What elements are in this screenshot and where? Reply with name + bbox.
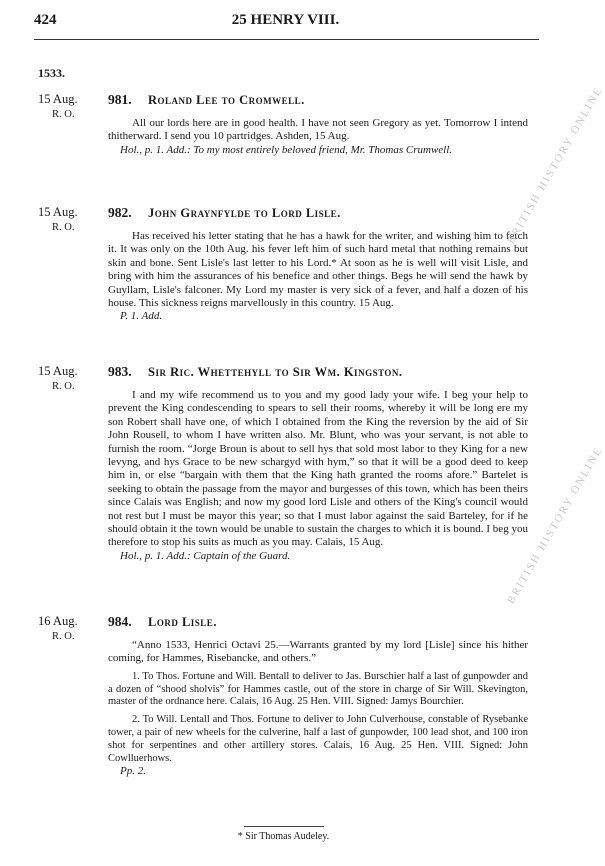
entry-meta: P. 1. Add. <box>120 310 163 323</box>
warrant-item-1: 1. To Thos. Fortune and Will. Bentall to deliver to Jas. Burschier half a last of gunpowder and a dozen of “shood sholvis” for Hammes castle, out of the store in charge of Sir Will. Skevington, master of the ordnance here. Calais, 16 Aug. 25 Hen. VIII. Signed: Jamys Bourchier. <box>108 670 528 708</box>
warrant-item-2: 2. To Will. Lentall and Thos. Fortune to deliver to John Culverhouse, constable of Rysebanke tower, a pair of new wheels for the culverine, half a last of gunpowder, 100 lead shot, and 100 iron shot for serpentines and other artillery stores. Calais, 16 Aug. 25 Hen. VIII. Signed: John Cowlluerhows. <box>108 714 528 764</box>
entry-body <box>108 230 528 324</box>
entry-paragraph: “Anno 1533, Henrici Octavi 25.—Warrants granted by my lord [Lisle] since his hither coming, for Hammes, Risebancke, and others.” <box>108 639 528 665</box>
entry-source: R. O. <box>52 631 75 642</box>
entry-date: 15 Aug. <box>38 205 78 219</box>
entry-paragraph: All our lords here are in good health. I have not seen Gregory as yet. Tomorrow I intend thitherward. I send you 10 partridges. Ashden, 15 Aug. <box>108 117 528 143</box>
footnote: * Sir Thomas Audeley. <box>237 831 330 842</box>
year-heading: 1533. <box>38 66 65 80</box>
entry-title: John Graynfylde to Lord Lisle. <box>148 206 341 220</box>
entry-source: R. O. <box>52 109 75 120</box>
page-header <box>34 12 537 36</box>
entry-body <box>108 389 528 563</box>
entry-meta: Pp. 2. <box>120 765 146 778</box>
entry-number: 983. <box>108 364 132 379</box>
footnote-rule <box>244 826 324 827</box>
entry-title: Lord Lisle. <box>148 615 217 629</box>
page-number: 424 <box>34 12 57 28</box>
entry-title: Sir Ric. Whettehyll to Sir Wm. Kingston. <box>148 365 403 379</box>
entry-source: R. O. <box>52 222 75 233</box>
entry-number: 984. <box>108 614 132 629</box>
watermark-text: BRITISH HISTORY ONLINE <box>505 444 605 606</box>
entry-date: 16 Aug. <box>38 614 78 628</box>
entry-paragraph: Has received his letter stating that he has a hawk for the writer, and wishing him to fetch it. It was only on the 10th Aug. his fever left him of such hard metal that nothing remains but skin and bone. Sent Lisle's last letter to his Lord.* At soon as he is well will visit Lisle, and bring with him the assurances of his benefice and other things. Begs he will send the hawk by Guyllam, Lisle's falconer. My Lord my master is very sick of a fever, and half a dozen of his house. This sickness reigns marvellously in this country. 15 Aug. <box>108 230 528 310</box>
entry-date: 15 Aug. <box>38 92 78 106</box>
running-title: 25 HENRY VIII. <box>231 12 340 28</box>
entry-meta: Hol., p. 1. Add.: To my most entirely beloved friend, Mr. Thomas Crumwell. <box>120 143 453 156</box>
entry-title: Roland Lee to Cromwell. <box>148 93 305 107</box>
entry-body <box>108 117 528 157</box>
header-rule <box>34 39 539 40</box>
entry-body <box>108 639 528 779</box>
entry-meta: Hol., p. 1. Add.: Captain of the Guard. <box>120 549 291 562</box>
watermark-text: BRITISH HISTORY ONLINE <box>505 84 605 246</box>
entry-number: 982. <box>108 205 132 220</box>
entry-date: 15 Aug. <box>38 364 78 378</box>
entry-source: R. O. <box>52 381 75 392</box>
entry-number: 981. <box>108 92 132 107</box>
entry-paragraph: I and my wife recommend us to you and my good lady your wife. I beg your help to prevent the King condescending to spears to sell their rooms, whereby it will be long ere my son Robert shall have one, of which I obtained from the King the reversion by the aid of Sir John Rousell, to whom I have written also. Mr. Blunt, who was your servant, is not able to furnish the room. “Jorge Broun is about to sell hys that sold most labor to they King for a new levyng, and hys Grace to be new schargyd with hym,” so that it will be a good deed to keep him in, or else “bargain with them that the King hath granted the rooms afore.” Bartelet is seeking to obtain the passage from the mayor and burgesses of this town, which has been theirs since Calais was English; and now my good lord Lisle and others of the King's council would not rest but I must be mayor this year; so that I must labor against the said Barteley, for if he should obtain it the town would be unable to sustain the charges to which it is bound. I beg you therefore to stop his suits as much as you may. Calais, 15 Aug. <box>108 389 528 549</box>
